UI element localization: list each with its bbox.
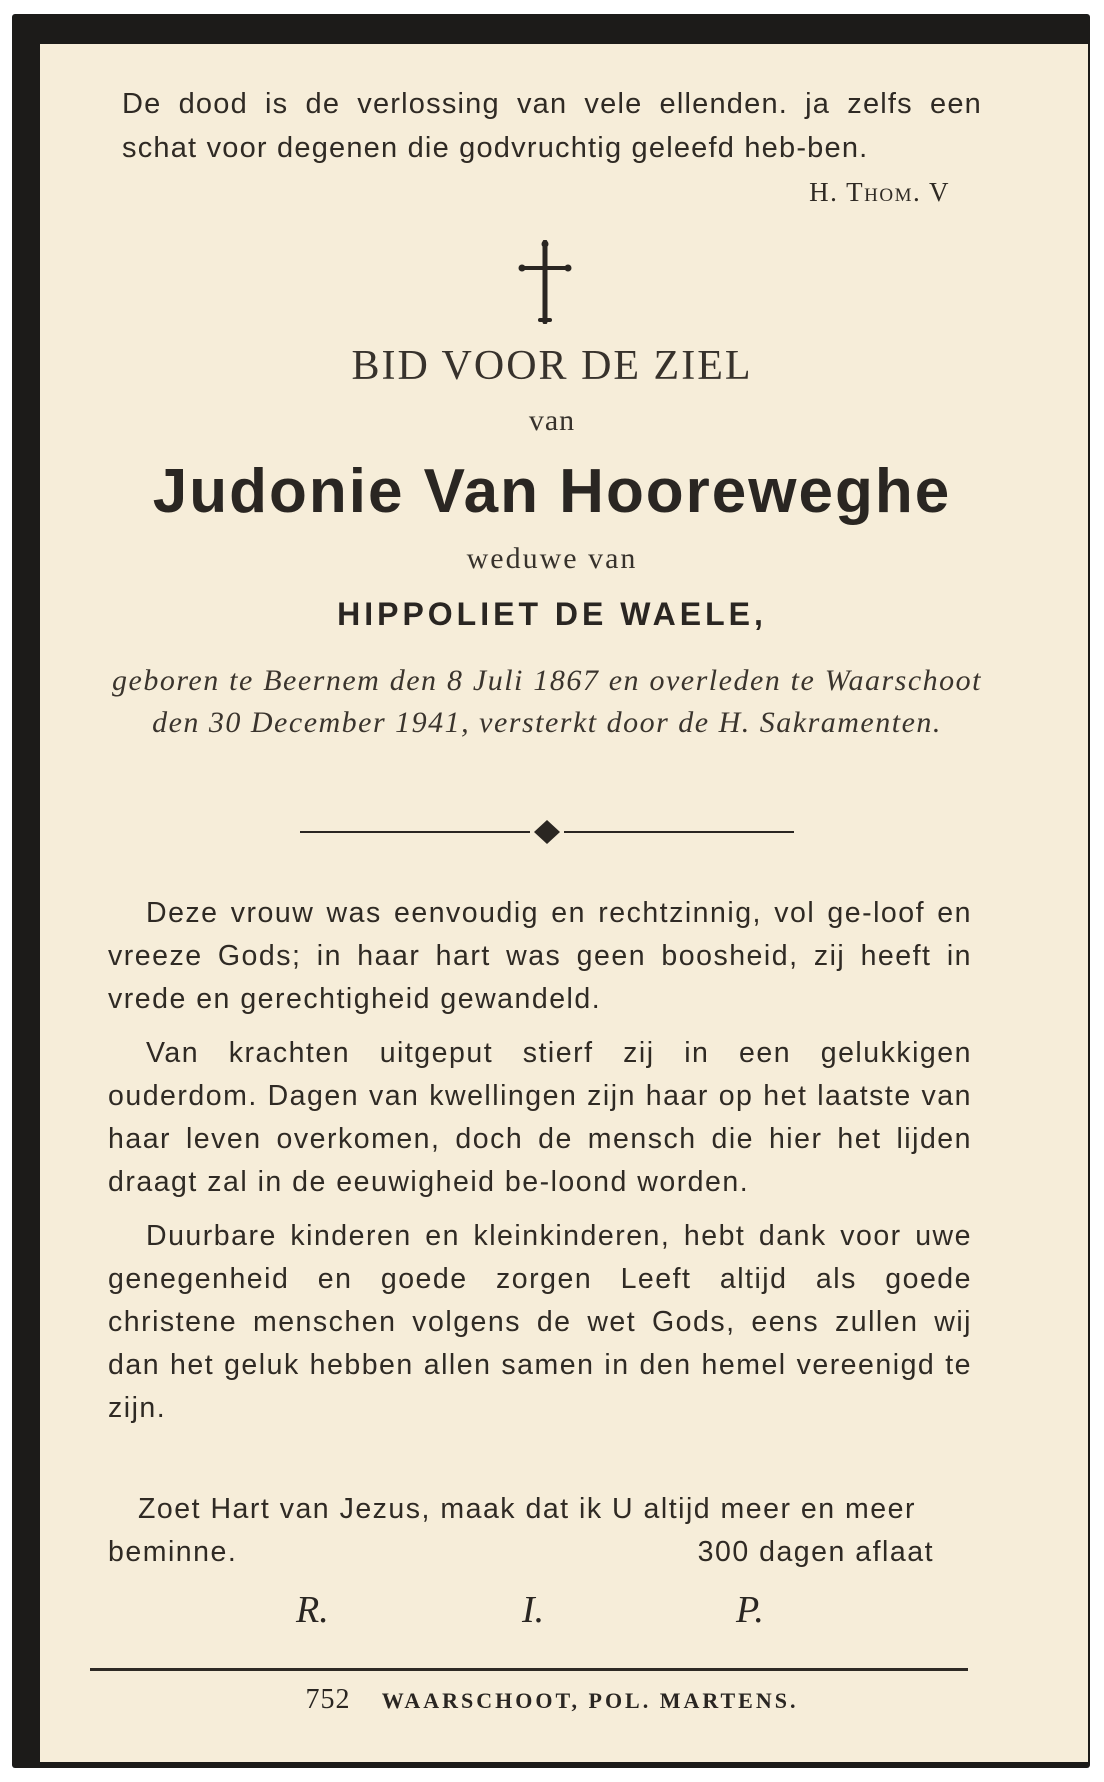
ornamental-divider xyxy=(300,818,794,846)
prayer-block xyxy=(108,1488,972,1574)
quote-text: De dood is de verlossing van vele ellenden. ja zelfs een schat voor degenen die godvruchtig geleefd heb-ben. xyxy=(122,88,982,164)
prayer-text: Zoet Hart van Jezus, maak dat ik U altijd meer en meer beminne. xyxy=(108,1493,916,1568)
eulogy-paragraph: Deze vrouw was eenvoudig en rechtzinnig, vol ge-loof en vreeze Gods; in haar hart was geen boosheid, zij heeft in vrede en gerechtigheid gewandeld. xyxy=(108,897,972,1015)
print-number: 752 xyxy=(305,1684,351,1715)
quote-source: H. Thom. V xyxy=(809,177,950,207)
widow-of-label: weduwe van xyxy=(466,542,638,575)
rip-letter-i: I. xyxy=(522,1589,545,1631)
indulgence-text: 300 dagen aflaat xyxy=(697,1536,934,1568)
husband-name: HIPPOLIET DE WAELE, xyxy=(337,596,767,632)
opening-quote xyxy=(122,82,982,207)
eulogy-paragraph: Van krachten uitgeput stierf zij in een gelukkigen ouderdom. Dagen van kwellingen zijn haar op het laatste van haar leven overkomen, doch de mensch die hier het lijden draagt zal in de eeuwigheid be-loond worden. xyxy=(108,1037,972,1198)
eulogy-paragraph: Duurbare kinderen en kleinkinderen, hebt dank voor uwe genegenheid en goede zorgen Leeft altijd als goede christene menschen volgens de wet Gods, eens zullen wij dan het geluk hebben allen samen in den hemel vereenigd te zijn. xyxy=(108,1220,972,1424)
printer-name: WAARSCHOOT, POL. MARTENS. xyxy=(381,1688,799,1713)
rip-letter-r: R. xyxy=(296,1589,329,1631)
deceased-name: Judonie Van Hooreweghe xyxy=(152,457,952,526)
eulogy-text xyxy=(108,892,972,1441)
prayer-heading: BID VOOR DE ZIEL xyxy=(351,343,753,389)
latin-cross-icon xyxy=(518,240,572,324)
footer-rule xyxy=(90,1668,968,1671)
printer-footer xyxy=(0,1684,1104,1716)
van-label: van xyxy=(528,404,576,437)
birth-death-text: geboren te Beernem den 8 Juli 1867 en overleden te Waarschoot den 30 December 1941, versterkt door de H. Sakramenten. xyxy=(112,664,982,739)
rip-letter-p: P. xyxy=(736,1589,764,1631)
